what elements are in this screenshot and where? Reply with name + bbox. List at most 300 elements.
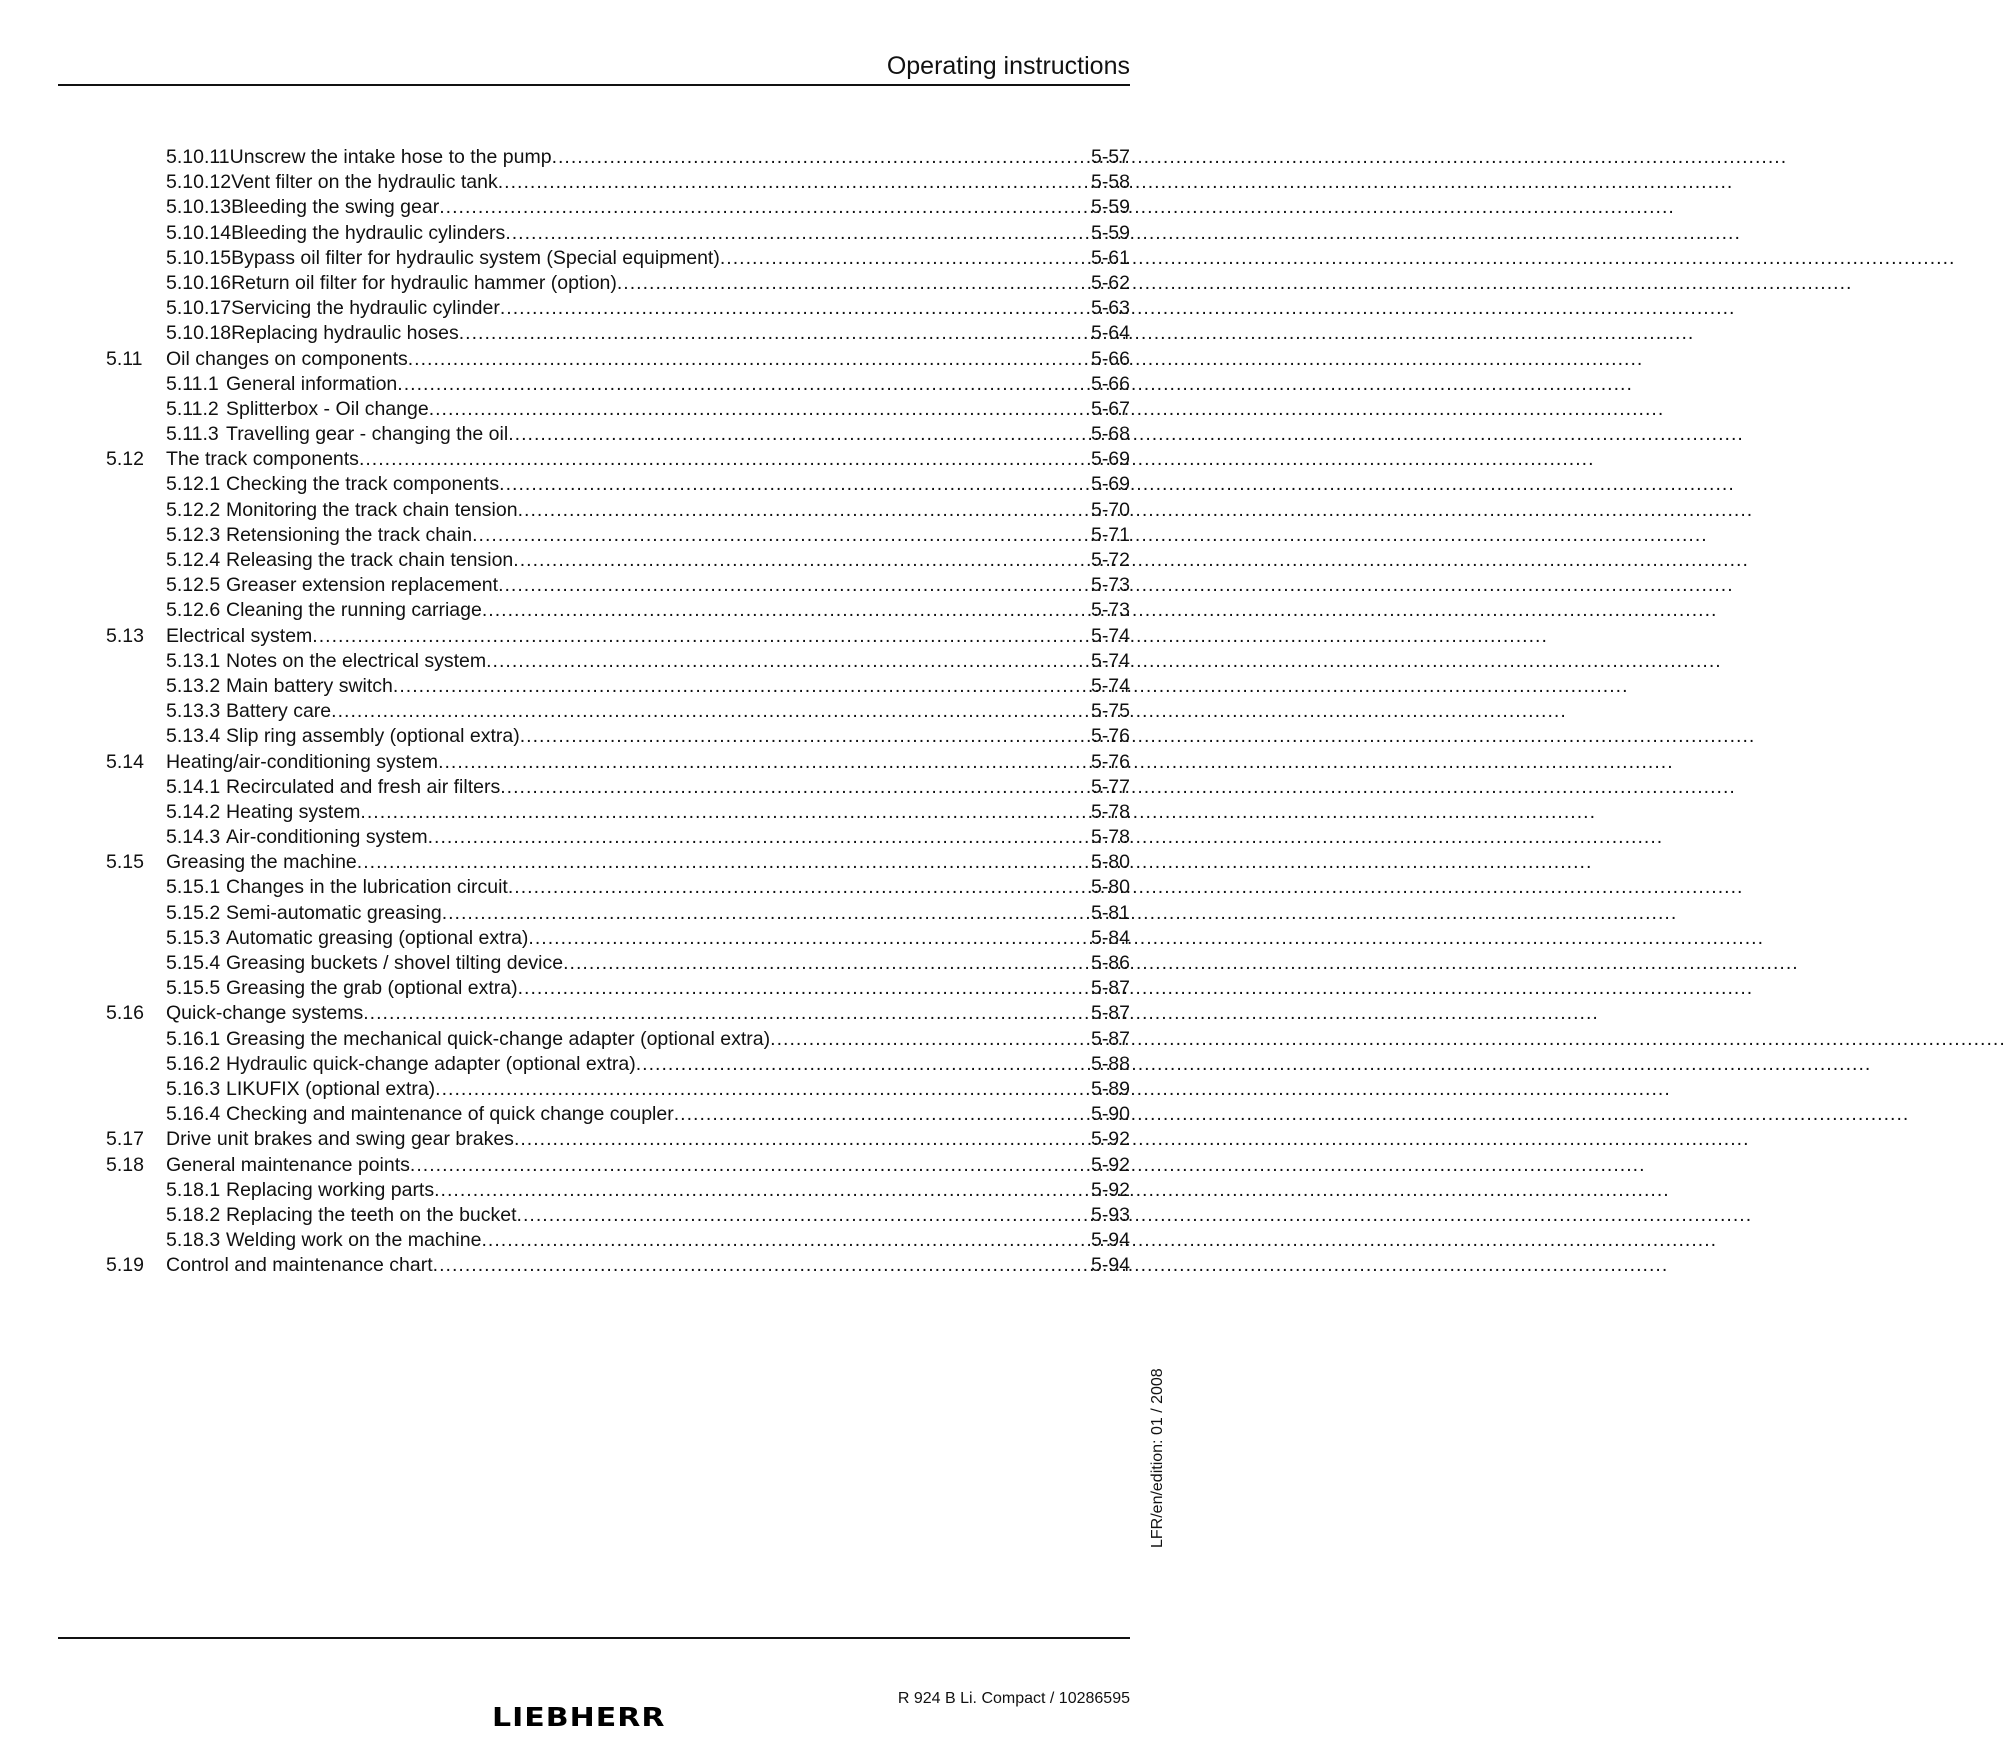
toc-leader-dots	[499, 472, 1087, 497]
toc-line	[166, 1001, 1130, 1026]
toc-entry[interactable]	[106, 926, 1130, 951]
toc-page-number: 5-86	[1090, 952, 1130, 974]
toc-leader-dots	[498, 573, 1087, 598]
toc-entry[interactable]	[106, 145, 1130, 170]
toc-line	[166, 1027, 1130, 1052]
toc-line	[166, 296, 1130, 321]
toc-title	[166, 498, 518, 523]
toc-leader-dots	[438, 750, 1087, 775]
toc-title	[166, 246, 720, 271]
toc-leader-dots	[428, 825, 1087, 850]
toc-title	[166, 1102, 674, 1127]
toc-title-text: Quick-change systems	[166, 1002, 364, 1025]
toc-line	[166, 598, 1130, 623]
toc-title	[166, 548, 513, 573]
toc-title	[166, 750, 438, 775]
toc-title-text: Greasing the machine	[166, 851, 357, 874]
toc-leader-dots	[508, 875, 1087, 900]
toc-leader-dots	[770, 1027, 1087, 1052]
toc-leader-dots	[518, 976, 1087, 1001]
toc-subsection-number: 5.12.2	[166, 498, 221, 521]
toc-title	[166, 850, 357, 875]
toc-entry[interactable]	[106, 573, 1130, 598]
toc-title-text: Travelling gear - changing the oil	[226, 423, 509, 446]
toc-title-text: Electrical system	[166, 624, 313, 647]
toc-subsection-number: 5.12.3	[166, 523, 221, 546]
toc-title	[166, 1001, 363, 1026]
toc-title	[166, 397, 429, 422]
toc-page-number: 5-77	[1090, 775, 1130, 798]
toc-title	[166, 598, 482, 623]
toc-entry[interactable]	[106, 321, 1130, 346]
toc-title-text: Heating/air-conditioning system	[166, 750, 439, 773]
toc-leader-dots	[518, 498, 1087, 523]
toc-subsection-number: 5.12.6	[166, 599, 221, 622]
toc-title-text: Slip ring assembly (optional extra)	[226, 725, 520, 748]
toc-entry[interactable]	[106, 1102, 1130, 1127]
liebherr-logo: LIEBHERR	[492, 1703, 666, 1733]
toc-entry[interactable]	[106, 246, 1130, 271]
toc-title-text: Greasing the grab (optional extra)	[226, 977, 518, 1000]
toc-page-number: 5-57	[1090, 146, 1130, 168]
toc-subsection-number: 5.10.16	[166, 271, 232, 294]
toc-subsection-number: 5.15.4	[166, 952, 221, 974]
toc-title	[166, 447, 359, 472]
toc-leader-dots	[359, 447, 1087, 472]
toc-leader-dots	[312, 624, 1087, 649]
toc-subsection-number: 5.16.3	[166, 1077, 221, 1100]
toc-line	[166, 271, 1130, 296]
toc-line	[166, 1178, 1130, 1203]
toc-entry[interactable]	[106, 170, 1130, 195]
toc-title-text: Return oil filter for hydraulic hammer (option)	[231, 271, 617, 294]
toc-page-number: 5-74	[1090, 624, 1130, 647]
toc-line	[166, 699, 1130, 724]
toc-page-number: 5-61	[1090, 246, 1130, 269]
toc-subsection-number: 5.16.1	[166, 1027, 221, 1050]
toc-title-text: Automatic greasing (optional extra)	[226, 926, 529, 949]
toc-page-number: 5-67	[1090, 397, 1130, 420]
toc-subsection-number: 5.12.4	[166, 549, 221, 571]
toc-title	[166, 523, 472, 548]
toc-leader-dots	[363, 1001, 1087, 1026]
toc-title	[166, 573, 498, 598]
toc-leader-dots	[439, 195, 1087, 220]
toc-entry[interactable]	[106, 472, 1130, 497]
toc-subsection-number: 5.13.1	[166, 649, 221, 672]
toc-title-text: Releasing the track chain tension	[226, 549, 514, 571]
toc-page-number: 5-66	[1090, 372, 1130, 395]
toc-entry[interactable]	[106, 649, 1130, 674]
toc-leader-dots	[434, 1178, 1087, 1203]
toc-entry[interactable]	[106, 1001, 1130, 1026]
toc-line	[166, 850, 1130, 875]
toc-title-text: Cleaning the running carriage	[226, 599, 482, 622]
toc-subsection-number: 5.10.14	[166, 221, 232, 244]
toc-title-text: Main battery switch	[226, 674, 393, 697]
toc-title	[166, 724, 520, 749]
toc-title	[166, 271, 617, 296]
footer-model-number: R 924 B Li. Compact / 10286595	[897, 1690, 1130, 1707]
toc-title-text: General information	[226, 372, 398, 395]
toc-entry[interactable]	[106, 1077, 1130, 1102]
toc-page-number: 5-66	[1090, 347, 1130, 370]
toc-entry[interactable]	[106, 1228, 1130, 1253]
toc-leader-dots	[500, 775, 1087, 800]
toc-page-number: 5-92	[1090, 1153, 1130, 1176]
toc-line	[166, 246, 1130, 271]
toc-line	[166, 775, 1130, 800]
toc-title	[166, 1253, 433, 1278]
toc-subsection-number: 5.14.3	[166, 826, 221, 849]
toc-entry[interactable]	[106, 775, 1130, 800]
toc-page-number: 5-76	[1090, 750, 1130, 773]
toc-leader-dots	[636, 1052, 1087, 1077]
toc-leader-dots	[505, 221, 1087, 246]
toc-leader-dots	[563, 951, 1087, 976]
toc-line	[166, 548, 1130, 573]
toc-page-number: 5-78	[1090, 800, 1130, 823]
toc-line	[166, 1228, 1130, 1253]
toc-page-number: 5-70	[1090, 498, 1130, 521]
toc-line	[166, 800, 1130, 825]
toc-title	[166, 624, 312, 649]
toc-page-number: 5-74	[1090, 674, 1130, 697]
toc-entry[interactable]	[106, 498, 1130, 523]
toc-section-number: 5.11	[106, 347, 143, 370]
toc-leader-dots	[433, 1253, 1087, 1278]
toc-line	[166, 145, 1130, 170]
toc-line	[166, 221, 1130, 246]
header-rule	[58, 84, 1130, 86]
toc-subsection-number: 5.14.2	[166, 800, 221, 823]
toc-title	[166, 674, 393, 699]
toc-title	[166, 901, 442, 926]
toc-title-text: Monitoring the track chain tension	[226, 498, 518, 521]
toc-subsection-number: 5.13.4	[166, 725, 221, 748]
toc-title	[166, 800, 360, 825]
toc-leader-dots	[513, 548, 1087, 573]
toc-leader-dots	[481, 1228, 1087, 1253]
toc-entry[interactable]	[106, 447, 1130, 472]
toc-leader-dots	[393, 674, 1087, 699]
toc-leader-dots	[357, 850, 1087, 875]
toc-subsection-number: 5.18.2	[166, 1203, 221, 1226]
toc-title	[166, 1127, 514, 1152]
toc-title-text: Heating system	[226, 800, 361, 823]
toc-title	[166, 472, 499, 497]
toc-title	[166, 1052, 636, 1077]
toc-title-text: Hydraulic quick-change adapter (optional extra)	[226, 1052, 636, 1075]
toc-entry[interactable]	[106, 901, 1130, 926]
toc-leader-dots	[410, 1153, 1087, 1178]
toc-page-number: 5-89	[1090, 1077, 1130, 1100]
toc-leader-dots	[429, 397, 1087, 422]
toc-leader-dots	[517, 1203, 1087, 1228]
toc-page-number: 5-84	[1090, 926, 1130, 949]
toc-line	[166, 1077, 1130, 1102]
toc-line	[166, 1127, 1130, 1152]
toc-leader-dots	[442, 901, 1087, 926]
toc-page-number: 5-87	[1090, 1027, 1130, 1050]
toc-title	[166, 321, 459, 346]
toc-line	[166, 649, 1130, 674]
toc-page-number: 5-87	[1090, 977, 1130, 1000]
toc-subsection-number: 5.10.15	[166, 246, 232, 269]
toc-entry[interactable]	[106, 699, 1130, 724]
toc-title-text: Greaser extension replacement	[226, 574, 499, 597]
toc-leader-dots	[435, 1077, 1087, 1102]
toc-line	[166, 875, 1130, 900]
toc-subsection-number: 5.15.1	[166, 876, 221, 899]
toc-page-number: 5-78	[1090, 826, 1130, 849]
toc-title	[166, 195, 439, 220]
toc-leader-dots	[617, 271, 1087, 296]
toc-line	[166, 750, 1130, 775]
toc-title	[166, 699, 331, 724]
toc-page-number: 5-76	[1090, 725, 1130, 748]
toc-title	[166, 170, 498, 195]
toc-section-number: 5.15	[106, 851, 144, 874]
toc-subsection-number: 5.10.17	[166, 297, 232, 320]
toc-title-text: Replacing hydraulic hoses	[231, 322, 459, 345]
toc-line	[166, 447, 1130, 472]
toc-line	[166, 1253, 1130, 1278]
toc-entry[interactable]	[106, 750, 1130, 775]
toc-title	[166, 775, 500, 800]
toc-title-text: Welding work on the machine	[226, 1229, 482, 1252]
toc-title-text: Drive unit brakes and swing gear brakes	[166, 1128, 514, 1151]
toc-page-number: 5-63	[1090, 297, 1130, 320]
toc-leader-dots	[500, 296, 1087, 321]
toc-title-text: General maintenance points	[166, 1153, 410, 1176]
toc-page-number: 5-94	[1090, 1229, 1130, 1252]
toc-title	[166, 221, 505, 246]
toc-subsection-number: 5.18.3	[166, 1229, 221, 1252]
toc-leader-dots	[720, 246, 1087, 271]
toc-leader-dots	[514, 1127, 1087, 1152]
toc-title	[166, 1203, 517, 1228]
toc-title-text: The track components	[166, 448, 359, 471]
toc-leader-dots	[528, 926, 1087, 951]
toc-title-text: Replacing working parts	[226, 1178, 435, 1201]
toc-section-number: 5.16	[106, 1002, 144, 1025]
toc-line	[166, 523, 1130, 548]
toc-line	[166, 472, 1130, 497]
toc-entry[interactable]	[106, 347, 1130, 372]
toc-entry[interactable]	[106, 422, 1130, 447]
toc-subsection-number: 5.12.5	[166, 574, 221, 597]
toc-page-number: 5-92	[1090, 1128, 1130, 1151]
toc-subsection-number: 5.11.1	[166, 372, 219, 395]
toc-line	[166, 1102, 1130, 1127]
toc-leader-dots	[360, 800, 1087, 825]
toc-title-text: Retensioning the track chain	[226, 523, 473, 546]
toc-title	[166, 347, 408, 372]
toc-title-text: Unscrew the intake hose to the pump	[229, 146, 552, 168]
toc-entry[interactable]	[106, 221, 1130, 246]
toc-title	[166, 1027, 770, 1052]
toc-title-text: Battery care	[226, 700, 332, 723]
toc-leader-dots	[552, 145, 1087, 170]
toc-page-number: 5-62	[1090, 271, 1130, 294]
toc-entry[interactable]	[106, 1127, 1130, 1152]
toc-line	[166, 724, 1130, 749]
toc-entry[interactable]	[106, 372, 1130, 397]
toc-title-text: Checking the track components	[226, 473, 500, 496]
toc-leader-dots	[520, 724, 1087, 749]
toc-title-text: LIKUFIX (optional extra)	[226, 1077, 436, 1100]
toc-title-text: Bleeding the swing gear	[231, 196, 440, 219]
toc-section-number: 5.12	[106, 448, 144, 471]
toc-section-number: 5.13	[106, 624, 144, 647]
toc-leader-dots	[459, 321, 1087, 346]
toc-subsection-number: 5.15.5	[166, 977, 221, 1000]
toc-entry[interactable]	[106, 1178, 1130, 1203]
toc-title	[166, 1077, 435, 1102]
toc-subsection-number: 5.18.1	[166, 1178, 221, 1201]
toc-entry[interactable]	[106, 548, 1130, 573]
toc-entry[interactable]	[106, 195, 1130, 220]
toc-page-number: 5-93	[1090, 1203, 1130, 1226]
toc-title	[166, 1228, 481, 1253]
toc-line	[166, 674, 1130, 699]
toc-line	[166, 573, 1130, 598]
toc-entry[interactable]	[106, 271, 1130, 296]
toc-subsection-number: 5.10.11	[166, 146, 230, 168]
toc-page-number: 5-87	[1090, 1002, 1130, 1025]
toc-page-number: 5-71	[1090, 523, 1130, 546]
toc-title-text: Notes on the electrical system	[226, 649, 487, 672]
toc-section-number: 5.14	[106, 750, 144, 773]
toc-entry[interactable]	[106, 850, 1130, 875]
toc-entry[interactable]	[106, 976, 1130, 1001]
toc-line	[166, 347, 1130, 372]
edition-note: LFR/en/edition: 01 / 2008	[1149, 1368, 1166, 1548]
toc-entry[interactable]	[106, 724, 1130, 749]
toc-subsection-number: 5.11.2	[166, 397, 219, 420]
toc-page-number: 5-73	[1090, 574, 1130, 597]
toc-page-number: 5-80	[1090, 851, 1130, 874]
toc-title-text: Greasing buckets / shovel tilting device	[226, 952, 564, 974]
toc-title-text: Control and maintenance chart	[166, 1254, 433, 1277]
toc-entry[interactable]	[106, 875, 1130, 900]
toc-page-number: 5-80	[1090, 876, 1130, 899]
toc-title	[166, 145, 552, 170]
toc-subsection-number: 5.11.3	[166, 423, 219, 446]
toc-entry[interactable]	[106, 397, 1130, 422]
toc-entry[interactable]	[106, 1052, 1130, 1077]
toc-entry[interactable]	[106, 296, 1130, 321]
toc-section-number: 5.19	[106, 1254, 144, 1277]
toc-title-text: Air-conditioning system	[226, 826, 428, 849]
toc-leader-dots	[508, 422, 1087, 447]
toc-subsection-number: 5.13.2	[166, 674, 221, 697]
toc-line	[166, 321, 1130, 346]
toc-title-text: Vent filter on the hydraulic tank	[231, 171, 498, 194]
toc-page-number: 5-75	[1090, 700, 1130, 723]
toc-entry[interactable]	[106, 1203, 1130, 1228]
toc-title	[166, 976, 518, 1001]
toc-title	[166, 825, 428, 850]
toc-page-number: 5-94	[1090, 1254, 1130, 1277]
toc-leader-dots	[397, 372, 1087, 397]
toc-line	[166, 1052, 1130, 1077]
toc-subsection-number: 5.16.4	[166, 1103, 221, 1126]
toc-entry[interactable]	[106, 1253, 1130, 1278]
toc-line	[166, 825, 1130, 850]
toc-line	[166, 170, 1130, 195]
toc-leader-dots	[408, 347, 1087, 372]
toc-entry[interactable]	[106, 1027, 1130, 1052]
toc-page-number: 5-69	[1090, 473, 1130, 496]
toc-page-number: 5-64	[1090, 322, 1130, 345]
toc-leader-dots	[331, 699, 1087, 724]
toc-title-text: Servicing the hydraulic cylinder	[231, 297, 500, 320]
toc-line	[166, 372, 1130, 397]
toc-page-number: 5-73	[1090, 599, 1130, 622]
toc-title	[166, 926, 528, 951]
toc-title-text: Bleeding the hydraulic cylinders	[231, 221, 506, 244]
toc-subsection-number: 5.12.1	[166, 473, 221, 496]
toc-leader-dots	[498, 170, 1087, 195]
toc-line	[166, 1153, 1130, 1178]
toc-entry[interactable]	[106, 523, 1130, 548]
footer-rule	[58, 1637, 1130, 1639]
toc-entry[interactable]	[106, 624, 1130, 649]
toc-title-text: Semi-automatic greasing	[226, 901, 442, 924]
toc-title-text: Splitterbox - Oil change	[226, 397, 429, 420]
toc-entry[interactable]	[106, 1153, 1130, 1178]
toc-subsection-number: 5.13.3	[166, 700, 221, 723]
toc-title	[166, 649, 486, 674]
toc-subsection-number: 5.10.18	[166, 322, 232, 345]
toc-page-number: 5-90	[1090, 1103, 1130, 1126]
toc-entry[interactable]	[106, 674, 1130, 699]
toc-title	[166, 372, 397, 397]
toc-leader-dots	[472, 523, 1087, 548]
toc-line	[166, 498, 1130, 523]
toc-page-number: 5-88	[1090, 1052, 1130, 1075]
toc-page-number: 5-72	[1090, 549, 1130, 571]
toc-title	[166, 951, 563, 976]
toc-page-number: 5-58	[1090, 171, 1130, 194]
toc-title	[166, 296, 500, 321]
toc-subsection-number: 5.10.13	[166, 196, 232, 219]
toc-line	[166, 624, 1130, 649]
toc-entry[interactable]	[106, 800, 1130, 825]
toc-subsection-number: 5.15.2	[166, 901, 221, 924]
toc-leader-dots	[486, 649, 1087, 674]
toc-subsection-number: 5.10.12	[166, 171, 232, 194]
toc-subsection-number: 5.16.2	[166, 1052, 221, 1075]
toc-line	[166, 926, 1130, 951]
toc-title-text: Changes in the lubrication circuit	[226, 876, 508, 899]
toc-section-number: 5.17	[106, 1128, 144, 1151]
toc-line	[166, 951, 1130, 976]
toc-title	[166, 1153, 410, 1178]
toc-page-number: 5-69	[1090, 448, 1130, 471]
toc-entry[interactable]	[106, 598, 1130, 623]
toc-page-number: 5-59	[1090, 221, 1130, 244]
toc-title	[166, 422, 508, 447]
toc-line	[166, 397, 1130, 422]
toc-title-text: Checking and maintenance of quick change coupler	[226, 1103, 674, 1126]
toc-line	[166, 422, 1130, 447]
toc-entry[interactable]	[106, 951, 1130, 976]
toc-entry[interactable]	[106, 825, 1130, 850]
toc-title-text: Oil changes on components	[166, 347, 408, 370]
